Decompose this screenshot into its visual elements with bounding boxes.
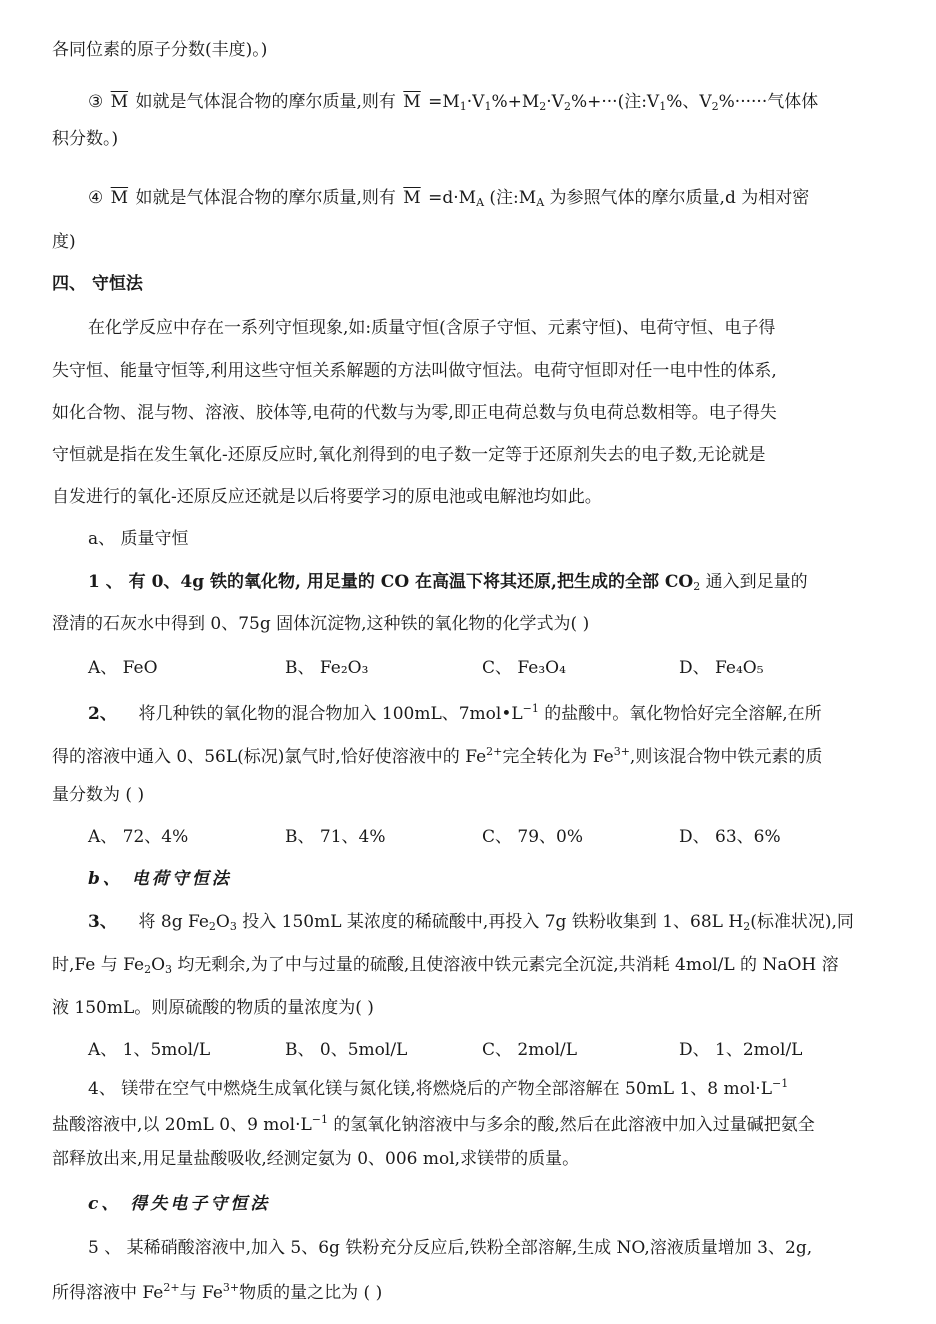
paragraph-line: 守恒就是指在发生氧化-还原反应时,氧化剂得到的电子数一定等于还原剂失去的电子数,无论就是 [52, 445, 766, 465]
subscript: 3 [165, 963, 173, 976]
text: ·V [546, 92, 564, 112]
superscript: 2+ [486, 745, 503, 758]
option-b: B、 Fe₂O₃ [285, 658, 369, 678]
subscript: A [476, 196, 485, 209]
subscript: 3 [229, 920, 237, 933]
question-3: 3、 将 8g $Fe_2O_3$ 投入 150mL 某浓度的稀硫酸中,再投入 7g 铁粉收集到 1、68L $H_2$(标准状况),同 [88, 912, 854, 933]
mean-molar-mass-symbol: $\overline{M}$ [403, 188, 421, 208]
subsection-heading-a: a、 质量守恒 [88, 529, 189, 549]
subscript: 1 [459, 100, 467, 113]
subsection-heading-b: b、 电荷守恒法 [88, 869, 232, 889]
option-d: D、 63、6% [679, 827, 781, 847]
option-b: B、 71、4% [285, 827, 386, 847]
paragraph-line: 如化合物、混与物、溶液、胶体等,电荷的代数与为零,即正电荷总数与负电荷总数相等。电子得失 [52, 403, 777, 423]
formula-line-4 [88, 186, 809, 215]
text: 与 Fe [179, 1283, 223, 1303]
subscript: 2 [144, 963, 152, 976]
question-1-cont: 澄清的石灰水中得到 0、75g 固体沉淀物,这种铁的氧化物的化学式为( ) [52, 614, 590, 634]
option-c: C、 2mol/L [482, 1040, 578, 1060]
mean-molar-mass-symbol: $\overline{M}$ [110, 188, 129, 208]
text: 4、 镁带在空气中燃烧生成氧化镁与氮化镁,将燃烧后的产物全部溶解在 50mL 1、8 mol·L [88, 1079, 772, 1099]
text: 为参照气体的摩尔质量,d 为相对密 [544, 188, 810, 208]
text-line: 度) [52, 232, 76, 252]
question-3-cont: 液 150mL。则原硫酸的物质的量浓度为( ) [52, 998, 374, 1018]
option-c: C、 79、0% [482, 827, 584, 847]
text: %、V [666, 92, 712, 112]
subscript: A [536, 196, 545, 209]
question-5-cont [52, 1276, 382, 1305]
question-5: 5 、 某稀硝酸溶液中,加入 5、6g 铁粉充分反应后,铁粉全部溶解,生成 NO,溶液质量增加 3、2g, [88, 1238, 813, 1258]
text: %+···(注:V [570, 92, 660, 112]
section-heading: 四、 守恒法 [52, 274, 143, 294]
text: (注:M [484, 188, 537, 208]
text: %+M [491, 92, 540, 112]
text: 1 、 有 0、4g 铁的氧化物, 用足量的 CO 在高温下将其还原,把生成的全部 CO [88, 572, 694, 592]
text: 将几种铁的氧化物的混合物加入 100mL、7mol•L [138, 704, 523, 724]
circled-number: ③ [88, 92, 104, 112]
superscript: −1 [772, 1077, 789, 1090]
text: 投入 150mL 某浓度的稀硫酸中,再投入 7g 铁粉收集到 1、68L H [236, 912, 744, 932]
option-d: D、 1、2mol/L [679, 1040, 803, 1060]
text: 如就是气体混合物的摩尔质量,则有 [130, 188, 402, 208]
option-a: A、 72、4% [88, 827, 189, 847]
superscript: 3+ [613, 745, 630, 758]
text: (标准状况),同 [750, 912, 854, 932]
subscript: 2 [711, 100, 719, 113]
option-d: D、 Fe₄O₅ [679, 658, 764, 678]
question-4-cont: 部释放出来,用足量盐酸吸收,经测定氨为 0、006 mol,求镁带的质量。 [52, 1149, 580, 1169]
subscript: 2 [208, 920, 216, 933]
text: =M [422, 92, 460, 112]
formula-line-3 [88, 90, 818, 119]
subscript: 1 [484, 100, 492, 113]
question-2-cont: 量分数为 ( ) [52, 785, 145, 805]
question-2-cont [52, 740, 822, 769]
mean-molar-mass-symbol: $\overline{M}$ [403, 92, 421, 112]
circled-number: ④ [88, 188, 104, 208]
paragraph-line: 自发进行的氧化-还原反应还就是以后将要学习的原电池或电解池均如此。 [52, 487, 602, 507]
question-3-cont: 时,Fe 与 $Fe_2O_3$ 均无剩余,为了中与过量的硫酸,且使溶液中铁元素完全沉淀,共消耗 4mol/L 的 NaOH 溶 [52, 955, 839, 976]
question-2 [88, 697, 822, 726]
subscript: 1 [659, 100, 667, 113]
text: 如就是气体混合物的摩尔质量,则有 [130, 92, 402, 112]
text: ·V [466, 92, 485, 112]
question-2-options [88, 825, 876, 849]
text-line: 各同位素的原子分数(丰度)。) [52, 40, 268, 60]
question-1-options [88, 656, 876, 680]
superscript: −1 [522, 702, 539, 715]
question-number: 3、 [88, 912, 117, 932]
option-a: A、 FeO [88, 658, 158, 678]
superscript: −1 [311, 1113, 328, 1126]
question-3-options [88, 1038, 876, 1062]
text: 的盐酸中。氧化物恰好完全溶解,在所 [538, 704, 822, 724]
paragraph-line: 在化学反应中存在一系列守恒现象,如:质量守恒(含原子守恒、元素守恒)、电荷守恒、电子得 [88, 318, 776, 338]
subsection-heading-c: c、 得失电子守恒法 [88, 1194, 271, 1214]
mean-molar-mass-symbol: $\overline{M}$ [110, 92, 129, 112]
text: ,则该混合物中铁元素的质 [629, 747, 823, 767]
text: 均无剩余,为了中与过量的硫酸,且使溶液中铁元素完全沉淀,共消耗 4mol/L 的 NaOH 溶 [172, 955, 839, 975]
paragraph-line: 失守恒、能量守恒等,利用这些守恒关系解题的方法叫做守恒法。电荷守恒即对任一电中性的体系, [52, 361, 777, 381]
text: =d·M [422, 188, 477, 208]
superscript: 2+ [163, 1281, 180, 1294]
text: 盐酸溶液中,以 20mL 0、9 mol·L [52, 1115, 312, 1135]
text: 通入到足量的 [700, 572, 808, 592]
text: 所得溶液中 Fe [52, 1283, 164, 1303]
text: 将 8g Fe [138, 912, 209, 932]
question-4-cont [52, 1108, 815, 1137]
question-4 [88, 1072, 788, 1101]
subscript: 2 [743, 920, 751, 933]
subscript: 2 [563, 100, 571, 113]
question-1 [88, 570, 808, 599]
question-number: 2、 [88, 704, 117, 724]
option-b: B、 0、5mol/L [285, 1040, 408, 1060]
option-c: C、 Fe₃O₄ [482, 658, 566, 678]
subscript: 2 [693, 580, 701, 593]
subscript: 2 [539, 100, 547, 113]
text: 得的溶液中通入 0、56L(标况)氯气时,恰好使溶液中的 Fe [52, 747, 487, 767]
text: 时,Fe 与 Fe [52, 955, 145, 975]
option-a: A、 1、5mol/L [88, 1040, 211, 1060]
text: 的氢氧化钠溶液中与多余的酸,然后在此溶液中加入过量碱把氨全 [328, 1115, 815, 1135]
superscript: 3+ [222, 1281, 240, 1294]
text: 物质的量之比为 ( ) [239, 1283, 383, 1303]
text: %······气体体 [718, 92, 819, 112]
text-line: 积分数。) [52, 129, 119, 149]
text: 完全转化为 Fe [502, 747, 614, 767]
